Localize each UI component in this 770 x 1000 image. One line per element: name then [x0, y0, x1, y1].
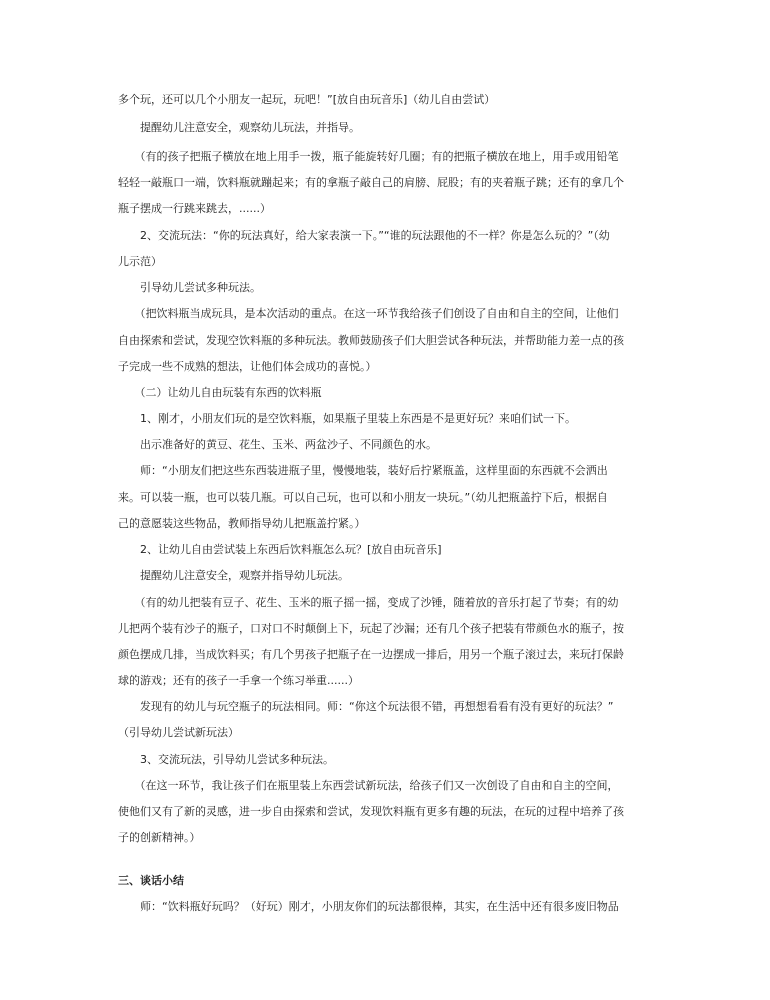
text-line: 轻轻一敲瓶口一端，饮料瓶就蹦起来；有的拿瓶子敲自己的肩膀、屁股；有的夹着瓶子跳；还有的拿几个: [118, 176, 624, 189]
text-line: （把饮料瓶当成玩具，是本次活动的重点。在这一环节我给孩子们创设了自由和自主的空间，让他们: [118, 307, 619, 320]
text-line: （在这一环节，我让孩子们在瓶里装上东西尝试新玩法，给孩子们又一次创设了自由和自主的空间，: [118, 779, 619, 792]
text-line: 出示准备好的黄豆、花生、玉米、两盆沙子、不同颜色的水。: [118, 438, 437, 451]
section-heading: 三、谈话小结: [118, 874, 184, 887]
text-line: 多个玩，还可以几个小朋友一起玩，玩吧！”[放自由玩音乐]（幼儿自由尝试）: [118, 93, 496, 106]
text-line: 来。可以装一瓶，也可以装几瓶。可以自己玩，也可以和小朋友一块玩。”（幼儿把瓶盖拧下后，根据自: [118, 491, 608, 504]
text-line: 师：“饮料瓶好玩吗？（好玩）刚才，小朋友你们的玩法都很棒，其实，在生活中还有很多废旧物品: [118, 900, 619, 913]
text-line: （有的孩子把瓶子横放在地上用手一拨，瓶子能旋转好几圈；有的把瓶子横放在地上，用手或用铅笔: [118, 150, 619, 163]
text-line: 提醒幼儿注意安全，观察并指导幼儿玩法。: [118, 569, 349, 582]
text-line: 1、刚才，小朋友们玩的是空饮料瓶，如果瓶子里装上东西是不是更好玩？来咱们试一下。: [118, 412, 576, 425]
section-heading: （二）让幼儿自由玩装有东西的饮料瓶: [118, 386, 322, 399]
text-line: 子的创新精神。）: [118, 831, 201, 844]
text-line: 发现有的幼儿与玩空瓶子的玩法相同。师：“你这个玩法很不错，再想想看看有没有更好的玩法？”: [118, 700, 614, 713]
text-line: 球的游戏；还有的孩子一手拿一个练习举重......）: [118, 674, 359, 687]
text-line: 2、交流玩法：“你的玩法真好，给大家表演一下。”“谁的玩法跟他的不一样？你是怎么玩的？”（幼: [118, 229, 610, 242]
text-line: 己的意愿装这些物品，教师指导幼儿把瓶盖拧紧。）: [118, 517, 366, 530]
text-line: 引导幼儿尝试多种玩法。: [118, 281, 261, 294]
text-line: （引导幼儿尝试新玩法）: [118, 726, 239, 739]
text-line: 2、让幼儿自由尝试装上东西后饮料瓶怎么玩？[放自由玩音乐]: [118, 543, 442, 556]
text-line: 使他们又有了新的灵感，进一步自由探索和尝试，发现饮料瓶有更多有趣的玩法，在玩的过程中培养了孩: [118, 805, 624, 818]
text-line: 颜色摆成几排，当成饮料买；有几个男孩子把瓶子在一边摆成一排后，用另一个瓶子滚过去，来玩打保龄: [118, 648, 624, 661]
text-line: 儿把两个装有沙子的瓶子，口对口不时颠倒上下，玩起了沙漏；还有几个孩子把装有带颜色水的瓶子，按: [118, 622, 624, 635]
text-line: 3、交流玩法，引导幼儿尝试多种玩法。: [118, 753, 334, 766]
text-line: 瓶子摆成一行跳来跳去，......）: [118, 202, 271, 215]
text-line: 子完成一些不成熟的想法，让他们体会成功的喜悦。）: [118, 360, 377, 373]
text-line: 提醒幼儿注意安全，观察幼儿玩法，并指导。: [118, 121, 360, 134]
text-line: 儿示范）: [118, 255, 162, 268]
text-line: 自由探索和尝试，发现空饮料瓶的多种玩法。教师鼓励孩子们大胆尝试各种玩法，并帮助能力差一点的孩: [118, 334, 624, 347]
text-line: （有的幼儿把装有豆子、花生、玉米的瓶子摇一摇，变成了沙锤，随着放的音乐打起了节奏；有的幼: [118, 596, 619, 609]
text-line: 师：“小朋友们把这些东西装进瓶子里，慢慢地装，装好后拧紧瓶盖，这样里面的东西就不会洒出: [118, 464, 608, 477]
